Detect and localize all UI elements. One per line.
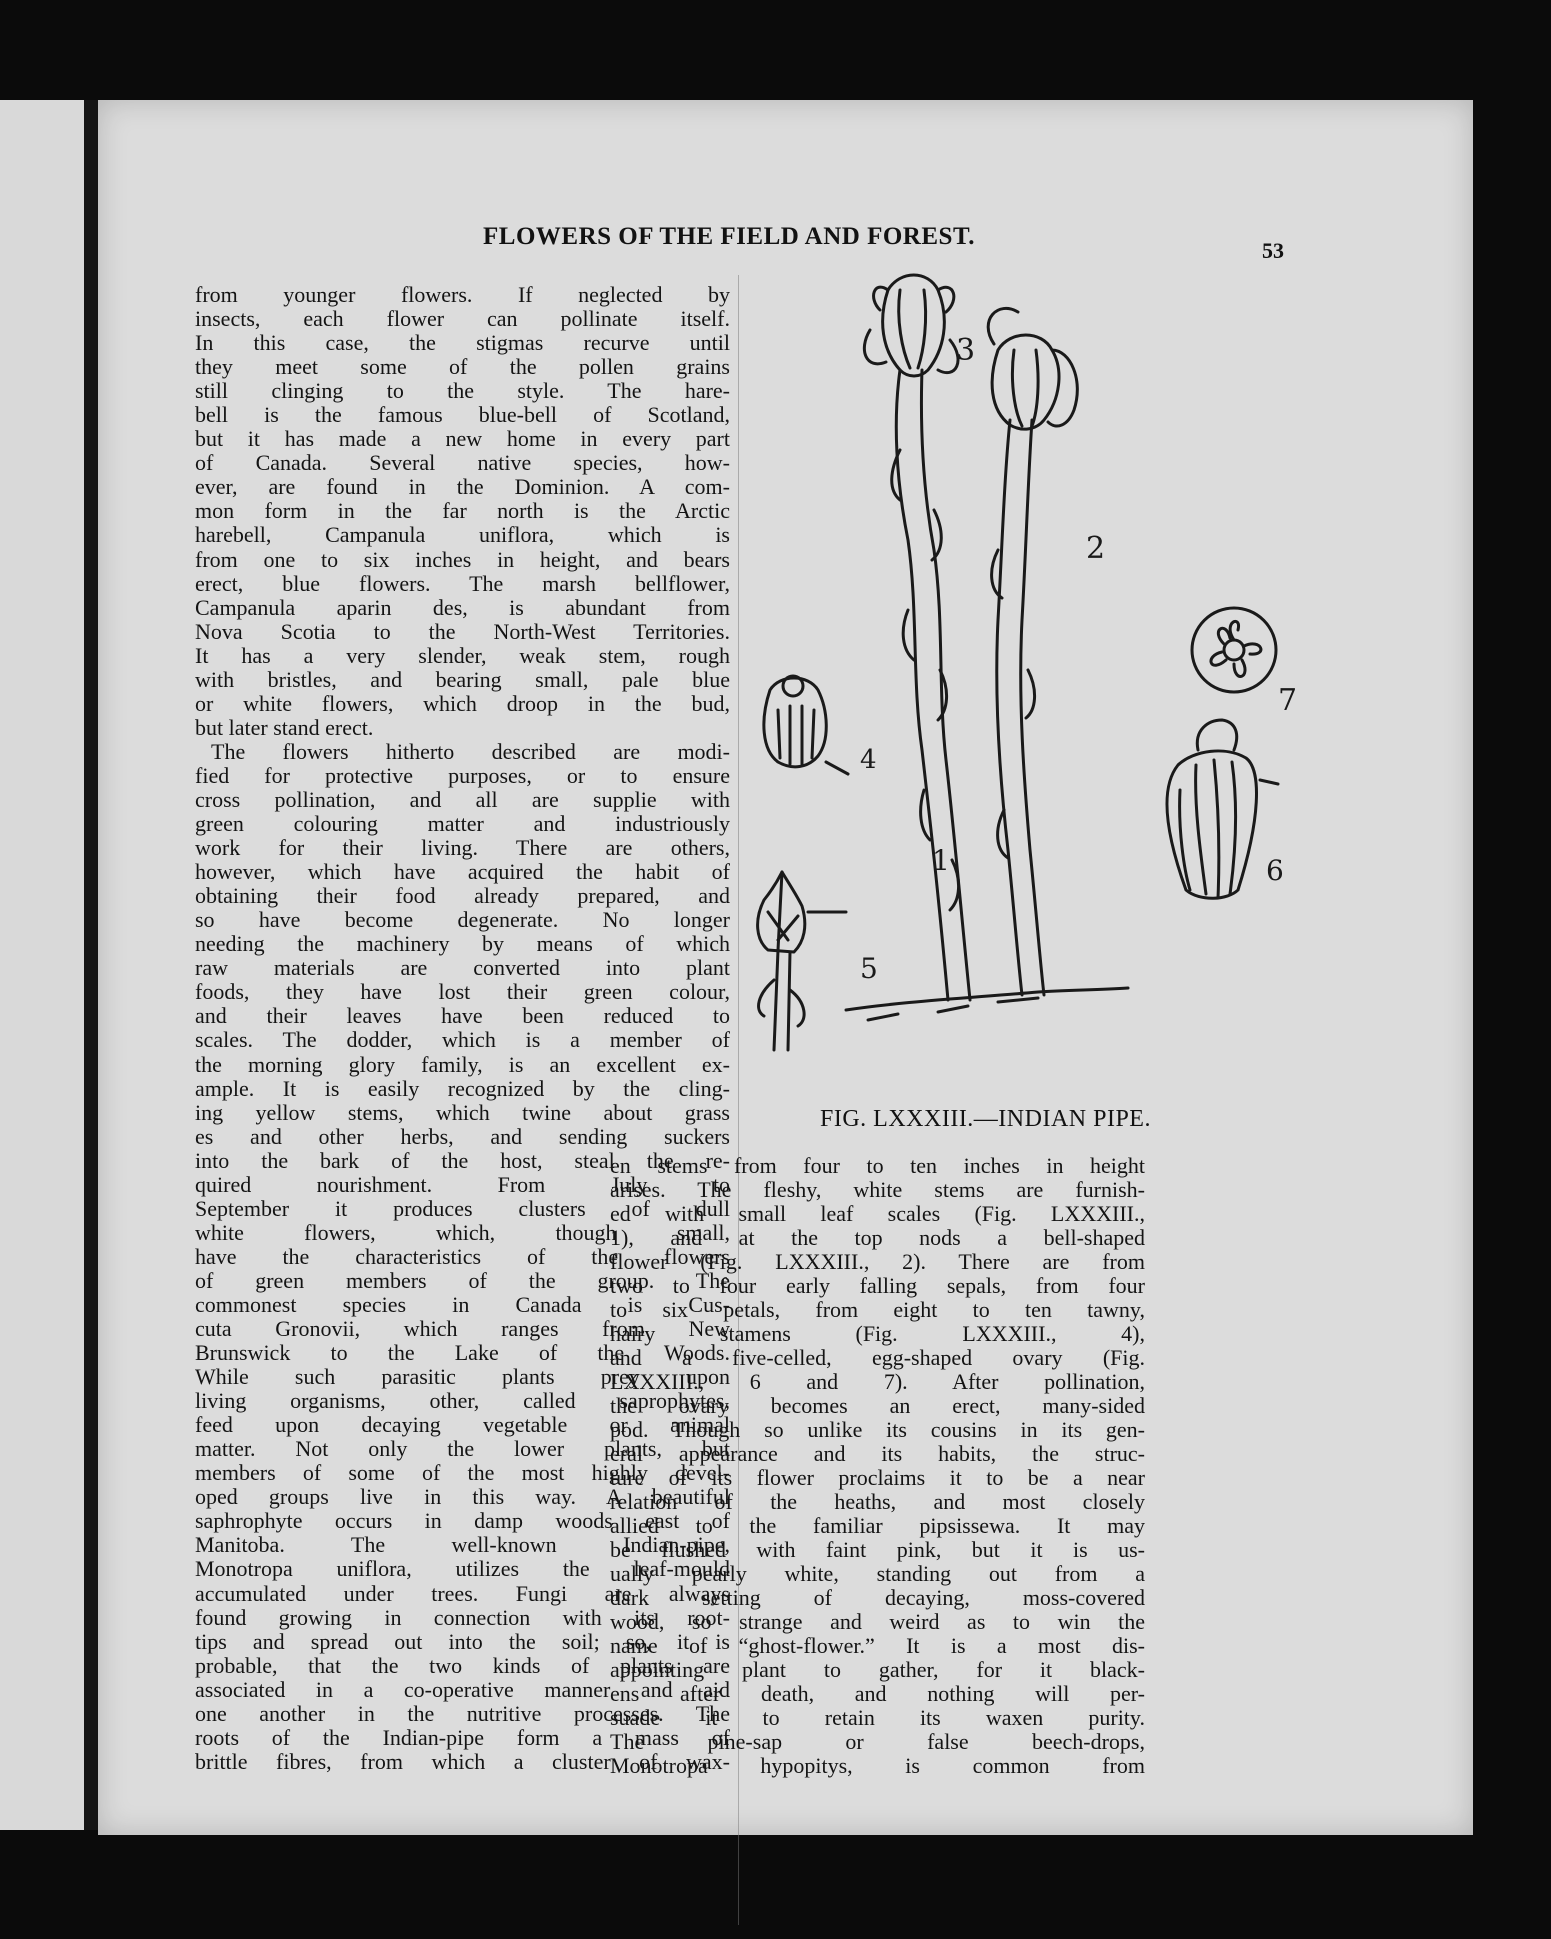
text-line: work for their living. There are others, (195, 836, 730, 861)
figure-label-4: 4 (860, 745, 877, 775)
text-line: 1), and at the top nods a bell-shaped (610, 1226, 1145, 1250)
text-line: the ovary becomes an erect, many-sided (610, 1394, 1145, 1418)
text-line: flower (Fig. LXXXIII., 2). There are from (610, 1250, 1145, 1274)
figure-label-2: 2 (1086, 531, 1106, 566)
figure-caption: FIG. LXXXIII.—INDIAN PIPE. (820, 1106, 1151, 1132)
text-line: mon form in the far north is the Arctic (195, 499, 730, 524)
text-line: es and other herbs, and sending suckers (195, 1124, 730, 1149)
figure-label-3: 3 (956, 333, 976, 368)
text-line: bell is the famous blue-bell of Scotland, (195, 403, 730, 428)
text-line: feed upon decaying vegetable or animal (195, 1413, 730, 1438)
text-line: accumulated under trees. Fungi are always (195, 1581, 730, 1606)
text-line: Monotropa uniflora, utilizes the leaf-mould (195, 1557, 730, 1582)
text-line: ture of its flower proclaims it to be a near (610, 1466, 1145, 1490)
text-line: arises. The fleshy, white stems are furnish- (610, 1178, 1145, 1202)
text-line: to six petals, from eight to ten tawny, (610, 1298, 1145, 1322)
text-line: dark setting of decaying, moss-covered (610, 1586, 1145, 1610)
text-line: tips and spread out into the soil; so, it is (195, 1629, 730, 1654)
text-line: ens after death, and nothing will per- (610, 1682, 1145, 1706)
ovary-cross-section-7 (1192, 608, 1276, 692)
plant-flower-3 (864, 275, 958, 376)
text-line: members of some of the most highly devel- (195, 1461, 730, 1486)
plant-flower-2 (988, 308, 1077, 429)
text-line: so have become degenerate. No longer (195, 908, 730, 933)
text-line: and their leaves have been reduced to (195, 1004, 730, 1029)
text-line: and a five-celled, egg-shaped ovary (Fig. (610, 1346, 1145, 1370)
text-line: Monotropa hypopitys, is common from (610, 1754, 1145, 1778)
text-line: obtaining their food already prepared, and (195, 884, 730, 909)
text-line: appointing plant to gather, for it black- (610, 1658, 1145, 1682)
text-line: cross pollination, and all are supplie with (195, 787, 730, 812)
text-line: into the bark of the host, steal the re- (195, 1148, 730, 1173)
text-line: foods, they have lost their green colour, (195, 980, 730, 1005)
text-line: cuta Gronovii, which ranges from New (195, 1317, 730, 1342)
text-line: Nova Scotia to the North-West Territories. (195, 619, 730, 644)
text-line: but it has made a new home in every part (195, 427, 730, 452)
text-line: with bristles, and bearing small, pale blue (195, 667, 730, 692)
text-line: saphrophyte occurs in damp woods east of (195, 1509, 730, 1534)
text-line: September it produces clusters of dull (195, 1196, 730, 1221)
book-binding-edge (84, 100, 98, 1830)
text-line: still clinging to the style. The hare- (195, 379, 730, 404)
text-line: from one to six inches in height, and bears (195, 547, 730, 572)
text-line: It has a very slender, weak stem, rough (195, 643, 730, 668)
stamen-cluster-4 (764, 676, 848, 774)
figure-label-7: 7 (1278, 683, 1298, 718)
text-line: however, which have acquired the habit of (195, 860, 730, 885)
text-line: commonest species in Canada is Cus- (195, 1292, 730, 1317)
text-line: raw materials are converted into plant (195, 956, 730, 981)
text-line: fied for protective purposes, or to ensure (195, 763, 730, 788)
text-line: probable, that the two kinds of plants are (195, 1653, 730, 1678)
text-line: Manitoba. The well-known Indian-pipe, (195, 1533, 730, 1558)
young-flower-5 (758, 872, 846, 1050)
ground-line (846, 988, 1128, 1020)
text-line: from younger flowers. If neglected by (195, 283, 730, 307)
text-line: found growing in connection with its root- (195, 1605, 730, 1630)
text-line: or white flowers, which droop in the bud, (195, 691, 730, 716)
text-line: ually pearly white, standing out from a (610, 1562, 1145, 1586)
text-line: but later stand erect. (195, 715, 374, 740)
page-number: 53 (1262, 238, 1284, 263)
text-line: In this case, the stigmas recurve until (195, 331, 730, 356)
right-text-column (610, 1154, 1145, 1778)
text-line: Brunswick to the Lake of the Woods. (195, 1341, 730, 1366)
text-line: associated in a co-operative manner and aid (195, 1677, 730, 1702)
text-line: suade it to retain its waxen purity. (610, 1706, 1145, 1730)
text-line: name of “ghost-flower.” It is a most dis- (610, 1634, 1145, 1658)
text-line: The flowers hitherto described are modi- (211, 739, 730, 764)
figure-label-1: 1 (932, 844, 950, 877)
text-line: scales. The dodder, which is a member of (195, 1028, 730, 1053)
figure-label-6: 6 (1266, 854, 1284, 887)
text-line: white flowers, which, though small, (195, 1220, 730, 1245)
text-line: ing yellow stems, which twine about grass (195, 1100, 730, 1125)
figure-label-5: 5 (860, 952, 878, 985)
text-line: the morning glory family, is an excellent ex- (195, 1052, 730, 1077)
text-line: of green members of the group. The (195, 1268, 730, 1293)
text-line: pod. Though so unlike its cousins in its gen- (610, 1418, 1145, 1442)
text-line: living organisms, other, called saprophytes, (195, 1389, 730, 1414)
text-line: have the characteristics of the flowers (195, 1244, 730, 1269)
text-line: erect, blue flowers. The marsh bellflower, (195, 571, 730, 596)
text-line: needing the machinery by means of which (195, 932, 730, 957)
text-line: they meet some of the pollen grains (195, 355, 730, 380)
text-line: of Canada. Several native species, how- (195, 451, 730, 476)
book-page (98, 100, 1473, 1835)
text-line: ed with small leaf scales (Fig. LXXXIII., (610, 1202, 1145, 1226)
text-line: ample. It is easily recognized by the cling- (195, 1076, 730, 1101)
text-line: matter. Not only the lower plants, but (195, 1437, 730, 1462)
plant-stem-1 (892, 370, 970, 1000)
ovary-6 (1167, 720, 1278, 898)
text-line: insects, each flower can pollinate itself. (195, 307, 730, 332)
text-line: brittle fibres, from which a cluster of wax- (195, 1749, 730, 1774)
text-line: en stems from four to ten inches in height (610, 1154, 1145, 1178)
text-line: one another in the nutritive processes. The (195, 1701, 730, 1726)
text-line: wood, so strange and weird as to win the (610, 1610, 1145, 1634)
text-line: While such parasitic plants prey upon (195, 1365, 730, 1390)
text-line: Campanula aparin des, is abundant from (195, 595, 730, 620)
text-line: hairy stamens (Fig. LXXXIII., 4), (610, 1322, 1145, 1346)
text-line: The pine-sap or false beech-drops, (610, 1730, 1145, 1754)
text-line: ever, are found in the Dominion. A com- (195, 475, 730, 500)
text-line: be flushed with faint pink, but it is us- (610, 1538, 1145, 1562)
text-line: LXXXIII., 6 and 7). After pollination, (610, 1370, 1145, 1394)
text-line: roots of the Indian-pipe form a mass of (195, 1725, 730, 1750)
text-line: green colouring matter and industriously (195, 812, 730, 837)
text-line: eral appearance and its habits, the struc- (610, 1442, 1145, 1466)
text-line: two to four early falling sepals, from four (610, 1274, 1145, 1298)
text-line: oped groups live in this way. A beautiful (195, 1485, 730, 1510)
text-line: harebell, Campanula uniflora, which is (195, 523, 730, 548)
plant-stem-2 (992, 420, 1044, 995)
text-line: allied to the familiar pipsissewa. It may (610, 1514, 1145, 1538)
text-line: relation of the heaths, and most closely (610, 1490, 1145, 1514)
text-line: quired nourishment. From July to (195, 1172, 730, 1197)
indian-pipe-illustration (638, 250, 1338, 1130)
running-head: FLOWERS OF THE FIELD AND FOREST. (483, 223, 976, 250)
